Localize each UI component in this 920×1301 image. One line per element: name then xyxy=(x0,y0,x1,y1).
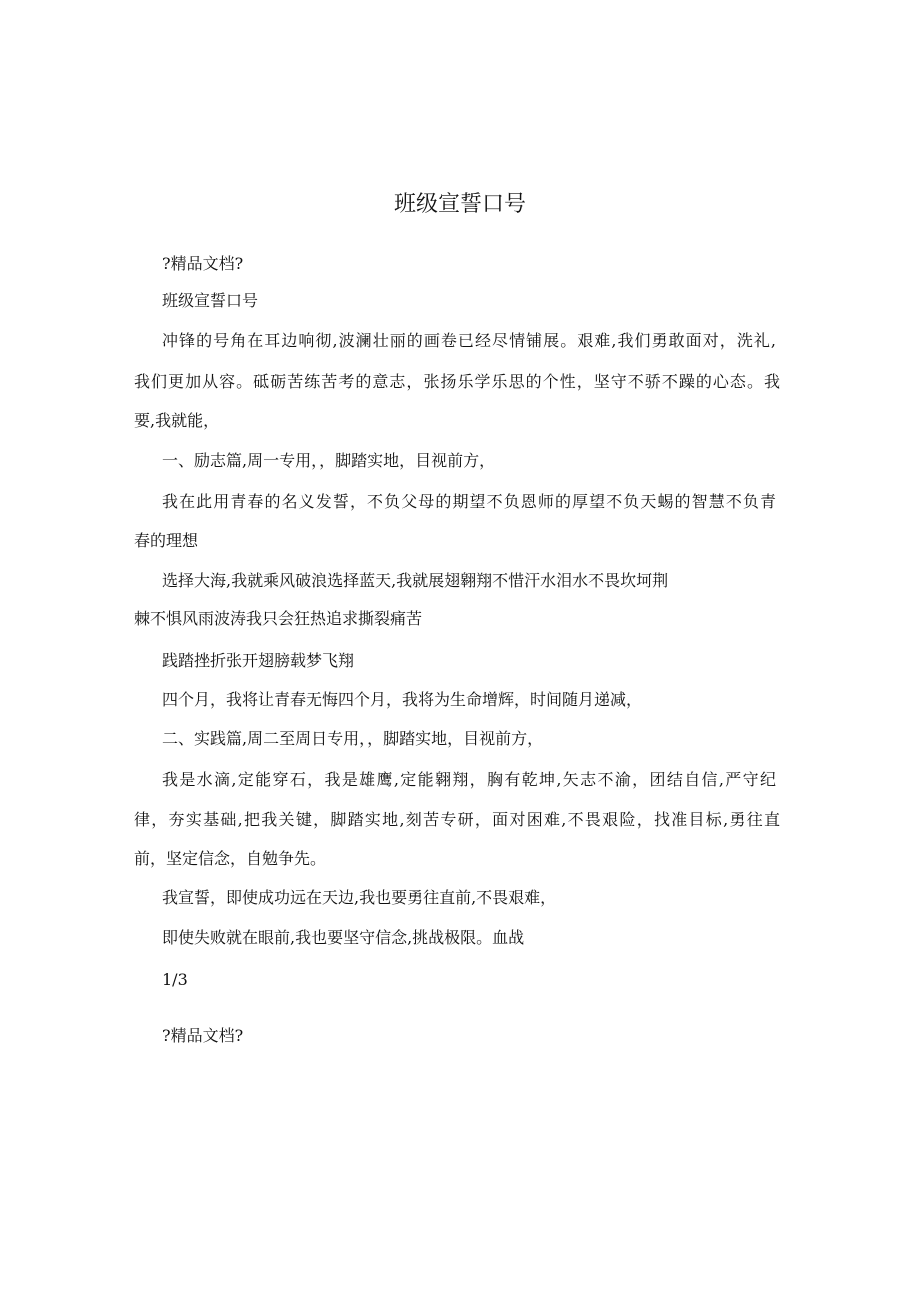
page-number: 1/3 xyxy=(162,970,188,989)
body-line: 践踏挫折张开翅膀载梦飞翔 xyxy=(162,651,355,670)
body-line: 前，坚定信念，自勉争先。 xyxy=(134,849,327,868)
body-line: 四个月，我将让青春无悔四个月，我将为生命增辉，时间随月递减， xyxy=(162,690,643,709)
body-line: 棘不惧风雨波涛我只会狂热追求撕裂痛苦 xyxy=(134,609,423,628)
section-heading: 二、实践篇,周二至周日专用，，脚踏实地，目视前方， xyxy=(162,729,544,748)
body-line: 冲锋的号角在耳边响彻,波澜壮丽的画卷已经尽情铺展。艰难,我们勇敢面对，洗礼, xyxy=(162,331,776,350)
body-line: 我们更加从容。砥砺苦练苦考的意志，张扬乐学乐思的个性，坚守不骄不躁的心态。我 xyxy=(134,372,780,391)
body-line: 选择大海,我就乘风破浪选择蓝天,我就展翅翱翔不惜汗水泪水不畏坎坷荆 xyxy=(162,571,669,590)
body-line: 即使失败就在眼前,我也要坚守信念,挑战极限。血战 xyxy=(162,928,525,947)
header-watermark-text: ?精品文档? xyxy=(162,254,244,273)
body-line: 律，夯实基础,把我关键，脚踏实地,刻苦专研，面对困难,不畏艰险，找准目标,勇往直 xyxy=(134,810,780,829)
body-line: 要,我就能， xyxy=(134,411,220,430)
section-heading: 一、励志篇,周一专用，，脚踏实地，目视前方， xyxy=(162,451,496,470)
subtitle-line: 班级宣誓口号 xyxy=(162,291,259,310)
footer-watermark-text: ?精品文档? xyxy=(162,1026,244,1045)
body-line: 我宣誓，即使成功远在天边,我也要勇往直前,不畏艰难， xyxy=(162,888,557,907)
body-line: 春的理想 xyxy=(134,531,199,550)
body-line: 我在此用青春的名义发誓，不负父母的期望不负恩师的厚望不负天蜴的智慧不负青 xyxy=(162,492,776,511)
document-title: 班级宣誓口号 xyxy=(393,192,526,217)
body-line: 我是水滴,定能穿石，我是雄鹰,定能翱翔，胸有乾坤,矢志不渝，团结自信,严守纪 xyxy=(162,770,776,789)
